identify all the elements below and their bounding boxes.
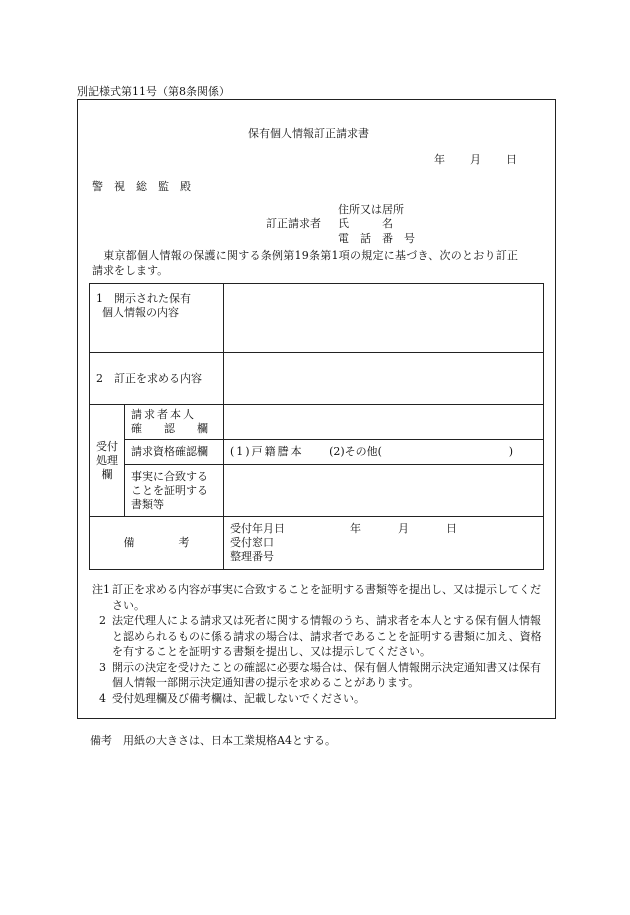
reception-date-day: 日	[446, 522, 457, 535]
supporting-docs-line3: 書類等	[131, 497, 164, 511]
serial-number-label: 整理番号	[230, 550, 274, 563]
note-number: 注1	[92, 583, 110, 596]
note-item	[92, 613, 547, 660]
note-item	[92, 582, 547, 613]
note-text: 開示の決定を受けたことの確認に必要な場合は、保有個人情報開示決定通知書又は保有個人情報一部開示決定通知書の提示を求めることがあります。	[112, 660, 541, 689]
footer-note: 備考 用紙の大きさは、日本工業規格A4とする。	[90, 734, 336, 747]
remarks-field	[224, 517, 544, 570]
table-row	[90, 517, 544, 570]
identity-check-field	[224, 405, 544, 440]
note-item	[92, 691, 547, 707]
disclosed-info-label	[90, 284, 224, 353]
date-month: 月	[470, 153, 481, 166]
supporting-docs-line2: ことを証明する	[131, 483, 208, 497]
intro-line-1: 東京都個人情報の保護に関する条例第19条第1項の規定に基づき、次のとおり訂正	[92, 249, 519, 262]
table-row	[90, 465, 544, 517]
date-year: 年	[434, 153, 445, 166]
qualification-check-field	[224, 440, 544, 465]
reception-label-line1: 受付	[96, 439, 118, 453]
reception-window-label: 受付窓口	[230, 536, 274, 549]
identity-check-line1: 請求者本人	[131, 408, 196, 421]
address-label: 住所又は居所	[338, 203, 404, 216]
disclosed-info-field[interactable]	[224, 284, 544, 353]
note-text: 受付処理欄及び備考欄は、記載しないでください。	[112, 691, 365, 705]
identity-check-line2: 確 認 欄	[131, 422, 208, 435]
table-row	[90, 353, 544, 405]
note-number: 3	[99, 660, 106, 674]
addressee: 警 視 総 監 殿	[92, 180, 191, 193]
reception-date-label: 受付年月日	[230, 522, 285, 535]
supporting-docs-field	[224, 465, 544, 517]
disclosed-info-label-line2: 個人情報の内容	[102, 306, 179, 319]
requester-heading: 訂正請求者	[266, 217, 321, 230]
reception-date-year: 年	[350, 522, 361, 535]
correction-content-label: 2 訂正を求める内容	[90, 353, 224, 405]
identity-check-label	[125, 405, 224, 440]
page-title: 保有個人情報訂正請求書	[248, 127, 369, 140]
phone-label: 電 話 番 号	[338, 232, 415, 245]
date-day: 日	[506, 153, 517, 166]
note-text: 法定代理人による請求又は死者に関する情報のうち、請求者を本人とする保有個人情報と認められるものに係る請求の場合は、請求者であることを証明する書類に加え、資格を有することを証明する書類を提出し、又は提示してください。	[112, 614, 542, 658]
reception-label-line2: 処理	[96, 453, 118, 467]
notes	[92, 582, 547, 706]
form-label: 別記様式第11号（第8条関係）	[77, 85, 230, 98]
disclosed-info-label-line1: 1 開示された保有	[96, 292, 191, 305]
table-row	[90, 405, 544, 440]
intro-line-2: 請求をします。	[92, 264, 169, 277]
supporting-docs-label	[125, 465, 224, 517]
remarks-label: 備 考	[90, 517, 224, 570]
table-row	[90, 440, 544, 465]
correction-content-field[interactable]	[224, 353, 544, 405]
note-text: 訂正を求める内容が事実に合致することを証明する書類等を提出し、又は提示してください。	[112, 583, 541, 612]
request-table	[89, 283, 544, 570]
reception-label-line3: 欄	[101, 467, 113, 481]
note-number: 4	[99, 691, 106, 705]
name-label: 氏 名	[338, 217, 393, 230]
note-number: 2	[99, 614, 106, 627]
note-item	[92, 660, 547, 691]
qualification-check-label: 請求資格確認欄	[125, 440, 224, 465]
reception-label	[90, 405, 125, 517]
table-row	[90, 284, 544, 353]
reception-date-month: 月	[398, 522, 409, 535]
qualification-close: )	[508, 445, 513, 458]
qualification-option-2: (2)その他(	[329, 445, 382, 458]
qualification-option-1: (1)戸籍謄本	[230, 445, 304, 458]
supporting-docs-line1: 事実に合致する	[131, 469, 208, 483]
